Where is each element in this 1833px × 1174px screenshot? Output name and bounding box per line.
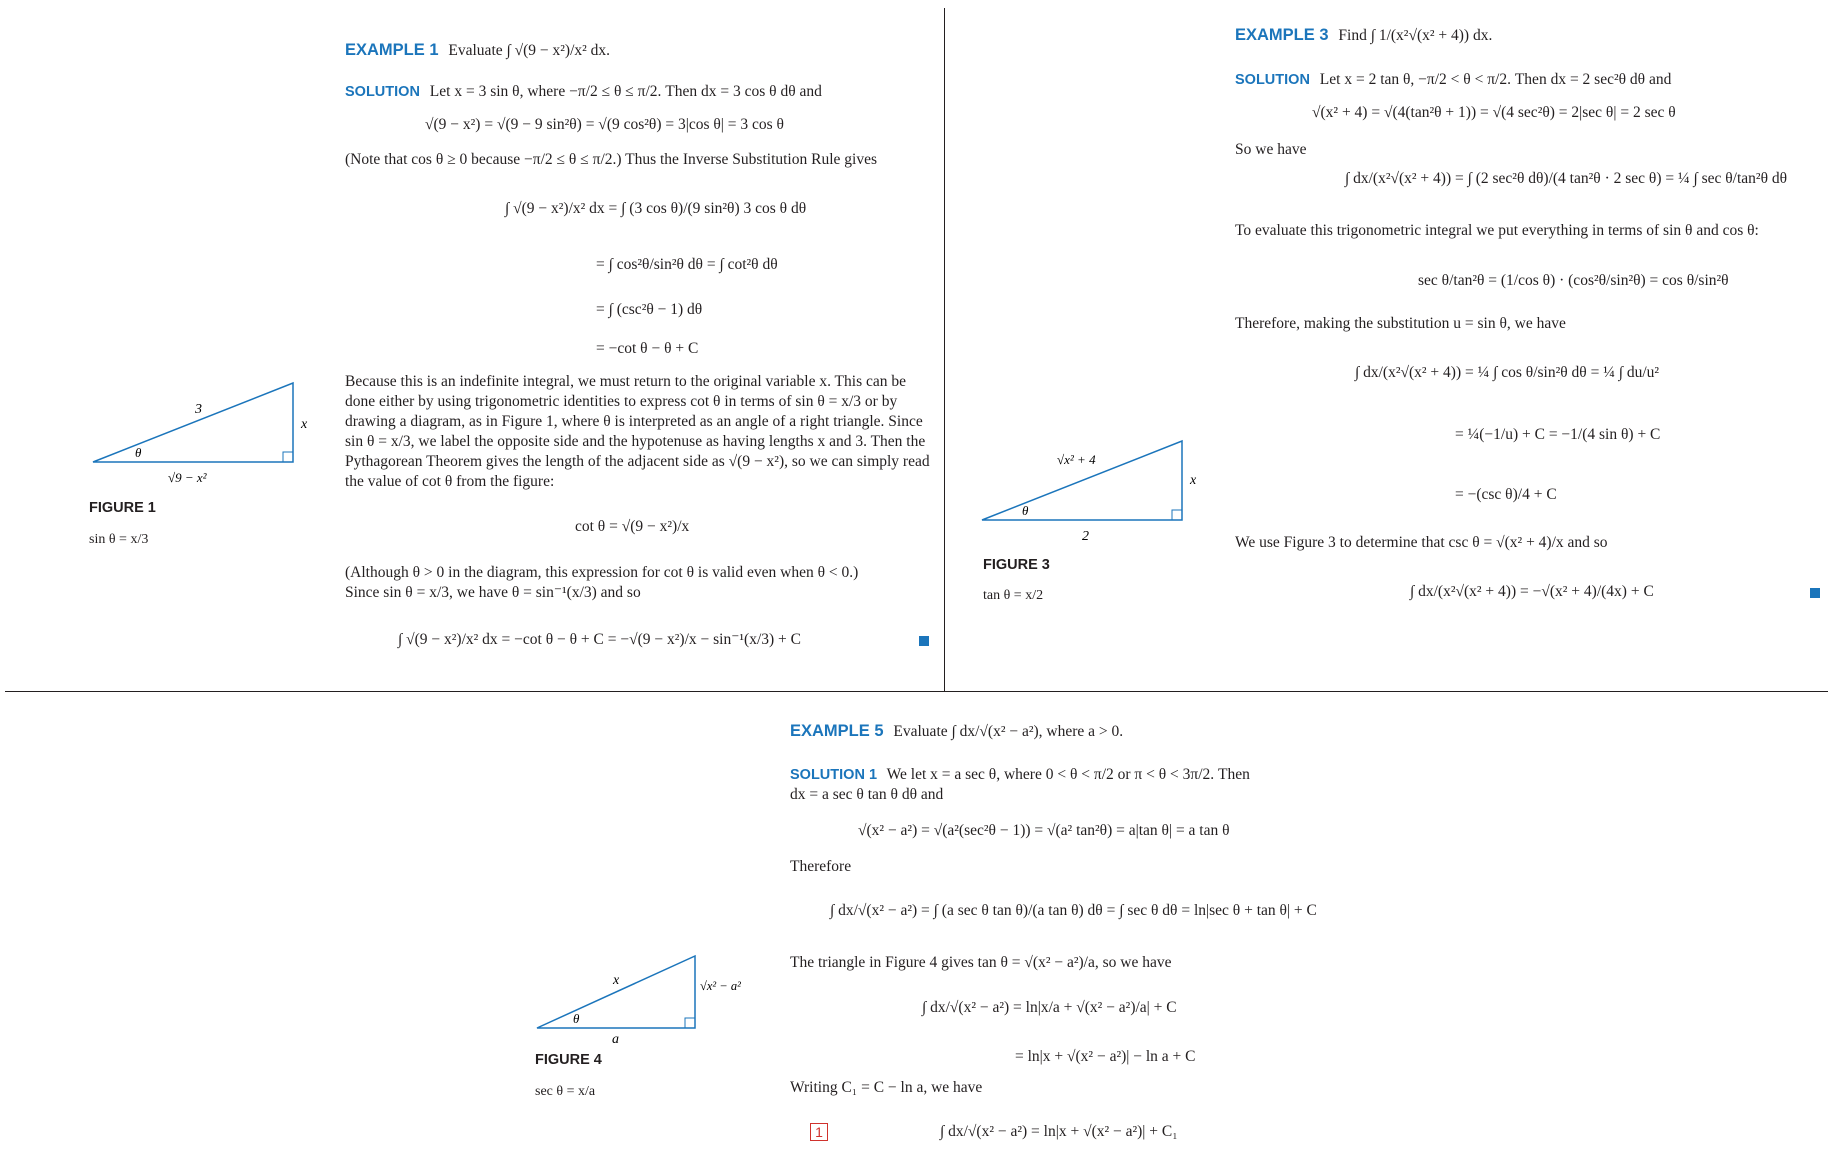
example1-paragraph: Because this is an indefinite integral, we must return to the original variable x. This can be done either by using trigonometric identities to express cot θ in terms of sin θ = x/3 or by drawing a diagram, as in Figure 1, where θ is interpreted as an angle of a right triangle. Since sin θ = x/3, we label the opposite side and the hypotenuse as having lengths x and 3. Then the Pythagorean Theorem gives the length of the adjacent side as √(9 − x²), so we can simply read the value of cot θ from the figure: xyxy=(345,373,930,490)
example1-heading-line xyxy=(345,40,945,61)
example3-heading-line xyxy=(1235,25,1825,46)
example5-solution-label: SOLUTION 1 xyxy=(790,767,878,783)
example1-solution-label: SOLUTION xyxy=(345,84,420,100)
figure3-opposite-label: x xyxy=(1190,473,1197,488)
example3-task: Find ∫ 1/(x²√(x² + 4)) dx. xyxy=(1338,27,1493,44)
example5-para-fig: The triangle in Figure 4 gives tan θ = √(x² − a²)/a, so we have xyxy=(790,954,1172,971)
equation-number-1: 1 xyxy=(810,1123,828,1141)
example5-heading: EXAMPLE 5 xyxy=(790,722,884,740)
example1-eq-sqrt: √(9 − x²) = √(9 − 9 sin²θ) = √(9 cos²θ) = 3|cos θ| = 3 cos θ xyxy=(425,116,784,133)
example1-line1: Let x = 3 sin θ, where −π/2 ≤ θ ≤ π/2. Then dx = 3 cos θ dθ and xyxy=(429,83,822,100)
figure1-hypotenuse-label: 3 xyxy=(195,402,202,417)
example3-eq-u3: = −(csc θ)/4 + C xyxy=(1455,486,1557,503)
example1-eq-line4: = −cot θ − θ + C xyxy=(596,340,699,357)
figure1-label: FIGURE 1 xyxy=(89,500,156,516)
example1-paragraph2b: Since sin θ = x/3, we have θ = sin⁻¹(x/3) and so xyxy=(345,584,641,601)
example5-therefore: Therefore xyxy=(790,858,852,875)
example5-eq-line1: ∫ dx/√(x² − a²) = ln|x/a + √(x² − a²)/a| + C xyxy=(922,999,1177,1016)
figure3-triangle xyxy=(975,438,1205,548)
example1-solution-line xyxy=(345,82,935,102)
example3-para-fig: We use Figure 3 to determine that csc θ = √(x² + 4)/x and so xyxy=(1235,534,1608,551)
example3-para-sub: Therefore, making the substitution u = sin θ, we have xyxy=(1235,315,1566,332)
figure4-angle-label: θ xyxy=(573,1011,580,1026)
figure4-triangle-shape xyxy=(537,956,695,1028)
example5-eq-final: ∫ dx/√(x² − a²) = ln|x + √(x² − a²)| + C₁ xyxy=(940,1123,1178,1140)
figure4-opposite-label: √x² − a² xyxy=(700,979,741,993)
example1-paragraph2a: (Although θ > 0 in the diagram, this expression for cot θ is valid even when θ < 0.) xyxy=(345,564,859,581)
figure4-adjacent-label: a xyxy=(612,1032,619,1047)
example5-task: Evaluate ∫ dx/√(x² − a²), where a > 0. xyxy=(893,723,1124,740)
example3-eq-final: ∫ dx/(x²√(x² + 4)) = −√(x² + 4)/(4x) + C xyxy=(1410,583,1654,600)
figure1-angle-label: θ xyxy=(135,445,142,460)
figure1-opposite-label: x xyxy=(301,417,308,432)
figure3-hypotenuse-label: √x² + 4 xyxy=(1057,452,1096,467)
figure1-caption: sin θ = x/3 xyxy=(89,532,149,547)
example5-eq-int: ∫ dx/√(x² − a²) = ∫ (a sec θ tan θ)/(a tan θ) dθ = ∫ sec θ dθ = ln|sec θ + tan θ| + C xyxy=(830,902,1317,919)
figure3-adjacent-label: 2 xyxy=(1082,529,1089,544)
figure3-label: FIGURE 3 xyxy=(983,557,1050,573)
example5-eq-sqrt: √(x² − a²) = √(a²(sec²θ − 1)) = √(a² tan²θ) = a|tan θ| = a tan θ xyxy=(858,822,1230,839)
figure3-caption: tan θ = x/2 xyxy=(983,588,1044,603)
end-of-example3-marker xyxy=(1810,588,1820,598)
example5-heading-line xyxy=(790,721,1390,742)
figure1-adjacent-label: √9 − x² xyxy=(168,470,207,485)
end-of-example1-marker xyxy=(919,636,929,646)
example1-note: (Note that cos θ ≥ 0 because −π/2 ≤ θ ≤ π/2.) Thus the Inverse Substitution Rule gives xyxy=(345,151,877,168)
example3-solution-line xyxy=(1235,70,1825,90)
example3-solution-label: SOLUTION xyxy=(1235,72,1310,88)
example3-para-trig: To evaluate this trigonometric integral we put everything in terms of sin θ and cos θ: xyxy=(1235,222,1759,239)
example3-eq-sub: ∫ dx/(x²√(x² + 4)) = ∫ (2 sec²θ dθ)/(4 tan²θ · 2 sec θ) = ¼ ∫ sec θ/tan²θ dθ xyxy=(1345,170,1788,187)
figure1-right-angle-mark xyxy=(283,452,293,462)
example1-eq-cot: cot θ = √(9 − x²)/x xyxy=(575,518,690,535)
figure4-label: FIGURE 4 xyxy=(535,1052,602,1068)
example1-eq-line2: = ∫ cos²θ/sin²θ dθ = ∫ cot²θ dθ xyxy=(596,256,778,273)
example3-eq-u1: ∫ dx/(x²√(x² + 4)) = ¼ ∫ cos θ/sin²θ dθ = ¼ ∫ du/u² xyxy=(1355,364,1660,381)
figure3-angle-label: θ xyxy=(1022,503,1029,518)
figure3-right-angle-mark xyxy=(1172,510,1182,520)
figure4-caption: sec θ = x/a xyxy=(535,1084,596,1099)
example1-heading: EXAMPLE 1 xyxy=(345,41,439,59)
example3-so-we-have: So we have xyxy=(1235,141,1307,158)
example5-line1: We let x = a sec θ, where 0 < θ < π/2 or π < θ < 3π/2. Then xyxy=(886,766,1250,783)
figure4-triangle xyxy=(530,948,760,1048)
example5-eq-line2: = ln|x + √(x² − a²)| − ln a + C xyxy=(1015,1048,1196,1065)
example5-line2: dx = a sec θ tan θ dθ and xyxy=(790,786,944,803)
figure1-triangle-shape xyxy=(93,383,293,462)
figure1-triangle xyxy=(80,375,320,495)
example3-eq-trig: sec θ/tan²θ = (1/cos θ) · (cos²θ/sin²θ) = cos θ/sin²θ xyxy=(1418,272,1729,289)
example3-heading: EXAMPLE 3 xyxy=(1235,26,1329,44)
example5-solution-line xyxy=(790,765,1390,785)
example3-eq-sqrt: √(x² + 4) = √(4(tan²θ + 1)) = √(4 sec²θ) = 2|sec θ| = 2 sec θ xyxy=(1312,104,1676,121)
vertical-divider xyxy=(944,8,945,692)
example1-task: Evaluate ∫ √(9 − x²)/x² dx. xyxy=(448,42,611,59)
example1-eq-line3: = ∫ (csc²θ − 1) dθ xyxy=(596,301,703,318)
example3-eq-u2: = ¼(−1/u) + C = −1/(4 sin θ) + C xyxy=(1455,426,1661,443)
example1-eq-final: ∫ √(9 − x²)/x² dx = −cot θ − θ + C = −√(9 − x²)/x − sin⁻¹(x/3) + C xyxy=(398,631,802,648)
example5-para-c: Writing C₁ = C − ln a, we have xyxy=(790,1079,983,1096)
example1-eq-line1: ∫ √(9 − x²)/x² dx = ∫ (3 cos θ)/(9 sin²θ) 3 cos θ dθ xyxy=(505,200,807,217)
figure4-right-angle-mark xyxy=(685,1018,695,1028)
example3-line1: Let x = 2 tan θ, −π/2 < θ < π/2. Then dx = 2 sec²θ dθ and xyxy=(1319,71,1672,88)
figure4-hypotenuse-label: x xyxy=(613,973,620,988)
horizontal-divider xyxy=(5,691,1828,692)
